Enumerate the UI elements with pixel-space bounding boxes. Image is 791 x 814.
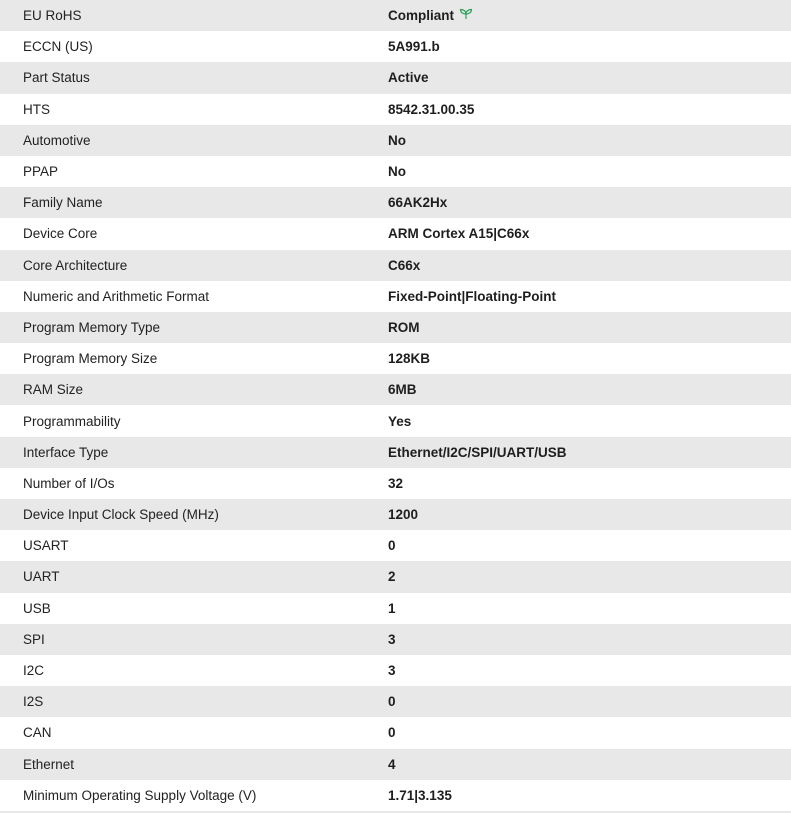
- spec-value: 0: [388, 538, 396, 554]
- spec-value: No: [388, 164, 406, 180]
- spec-value-cell: [388, 0, 791, 31]
- spec-label: HTS: [0, 94, 388, 125]
- spec-label: Number of I/Os: [0, 468, 388, 499]
- spec-row: [0, 312, 791, 343]
- spec-label: Core Architecture: [0, 250, 388, 281]
- spec-value-cell: [388, 624, 791, 655]
- spec-label: USB: [0, 593, 388, 624]
- spec-value-cell: [388, 31, 791, 62]
- spec-value: 1200: [388, 507, 419, 523]
- spec-row: [0, 593, 791, 624]
- spec-row: [0, 717, 791, 748]
- spec-value: 128KB: [388, 351, 431, 367]
- spec-value-cell: [388, 717, 791, 748]
- spec-value-cell: [388, 250, 791, 281]
- spec-label: RAM Size: [0, 374, 388, 405]
- spec-row: [0, 94, 791, 125]
- spec-value: 3: [388, 663, 396, 679]
- spec-value: 3: [388, 631, 396, 647]
- spec-row: [0, 530, 791, 561]
- spec-row: [0, 499, 791, 530]
- leaf-icon: [459, 8, 473, 23]
- spec-label: Programmability: [0, 405, 388, 436]
- spec-row: [0, 31, 791, 62]
- spec-value-cell: [388, 530, 791, 561]
- spec-value: 2: [388, 569, 396, 585]
- spec-row: [0, 250, 791, 281]
- spec-value-cell: [388, 94, 791, 125]
- spec-row: [0, 561, 791, 592]
- spec-value-cell: [388, 156, 791, 187]
- spec-label: Device Input Clock Speed (MHz): [0, 499, 388, 530]
- spec-value: Fixed-Point|Floating-Point: [388, 288, 557, 304]
- spec-value-cell: [388, 187, 791, 218]
- spec-value: 5A991.b: [388, 39, 440, 55]
- spec-value-cell: [388, 593, 791, 624]
- spec-value: 66AK2Hx: [388, 195, 448, 211]
- spec-row: [0, 374, 791, 405]
- spec-label: Minimum Operating Supply Voltage (V): [0, 780, 388, 811]
- spec-value: 1.71|3.135: [388, 787, 452, 803]
- spec-row: [0, 405, 791, 436]
- spec-row: [0, 468, 791, 499]
- spec-value: 8542.31.00.35: [388, 101, 475, 117]
- spec-value-cell: [388, 655, 791, 686]
- spec-value: 32: [388, 475, 404, 491]
- spec-value: 4: [388, 756, 396, 772]
- spec-value-cell: [388, 218, 791, 249]
- spec-value: 0: [388, 694, 396, 710]
- spec-row: [0, 343, 791, 374]
- spec-label: Ethernet: [0, 749, 388, 780]
- spec-label: Program Memory Size: [0, 343, 388, 374]
- spec-label: Automotive: [0, 125, 388, 156]
- spec-row: [0, 686, 791, 717]
- spec-value-cell: [388, 62, 791, 93]
- spec-value-cell: [388, 343, 791, 374]
- spec-row: [0, 0, 791, 31]
- spec-value-cell: [388, 437, 791, 468]
- spec-value: C66x: [388, 257, 421, 273]
- spec-label: Interface Type: [0, 437, 388, 468]
- spec-value-cell: [388, 312, 791, 343]
- spec-value-cell: [388, 405, 791, 436]
- spec-row: [0, 624, 791, 655]
- table-bottom-rule: [0, 811, 791, 813]
- spec-row: [0, 156, 791, 187]
- spec-label: USART: [0, 530, 388, 561]
- spec-value-cell: [388, 281, 791, 312]
- spec-value-cell: [388, 499, 791, 530]
- spec-row: [0, 749, 791, 780]
- spec-value: Yes: [388, 413, 412, 429]
- spec-value: ARM Cortex A15|C66x: [388, 226, 530, 242]
- spec-label: Program Memory Type: [0, 312, 388, 343]
- spec-label: Numeric and Arithmetic Format: [0, 281, 388, 312]
- spec-label: PPAP: [0, 156, 388, 187]
- spec-row: [0, 187, 791, 218]
- spec-row: [0, 281, 791, 312]
- spec-value: 6MB: [388, 382, 417, 398]
- spec-value: Compliant: [388, 8, 454, 24]
- spec-value: 0: [388, 725, 396, 741]
- spec-value: ROM: [388, 319, 420, 335]
- spec-label: CAN: [0, 717, 388, 748]
- spec-value-cell: [388, 561, 791, 592]
- spec-value-cell: [388, 374, 791, 405]
- spec-value: No: [388, 132, 406, 148]
- spec-value: Active: [388, 70, 429, 86]
- spec-value-cell: [388, 468, 791, 499]
- spec-row: [0, 62, 791, 93]
- spec-label: ECCN (US): [0, 31, 388, 62]
- spec-row: [0, 655, 791, 686]
- spec-label: I2C: [0, 655, 388, 686]
- spec-label: Part Status: [0, 62, 388, 93]
- spec-label: Family Name: [0, 187, 388, 218]
- spec-value-cell: [388, 125, 791, 156]
- spec-row: [0, 437, 791, 468]
- spec-value-cell: [388, 749, 791, 780]
- spec-value-cell: [388, 686, 791, 717]
- spec-row: [0, 218, 791, 249]
- spec-row: [0, 780, 791, 811]
- spec-value: Ethernet/I2C/SPI/UART/USB: [388, 444, 567, 460]
- spec-label: UART: [0, 561, 388, 592]
- spec-value: 1: [388, 600, 396, 616]
- spec-label: EU RoHS: [0, 0, 388, 31]
- spec-label: Device Core: [0, 218, 388, 249]
- spec-row: [0, 125, 791, 156]
- spec-label: I2S: [0, 686, 388, 717]
- spec-value-cell: [388, 780, 791, 811]
- spec-label: SPI: [0, 624, 388, 655]
